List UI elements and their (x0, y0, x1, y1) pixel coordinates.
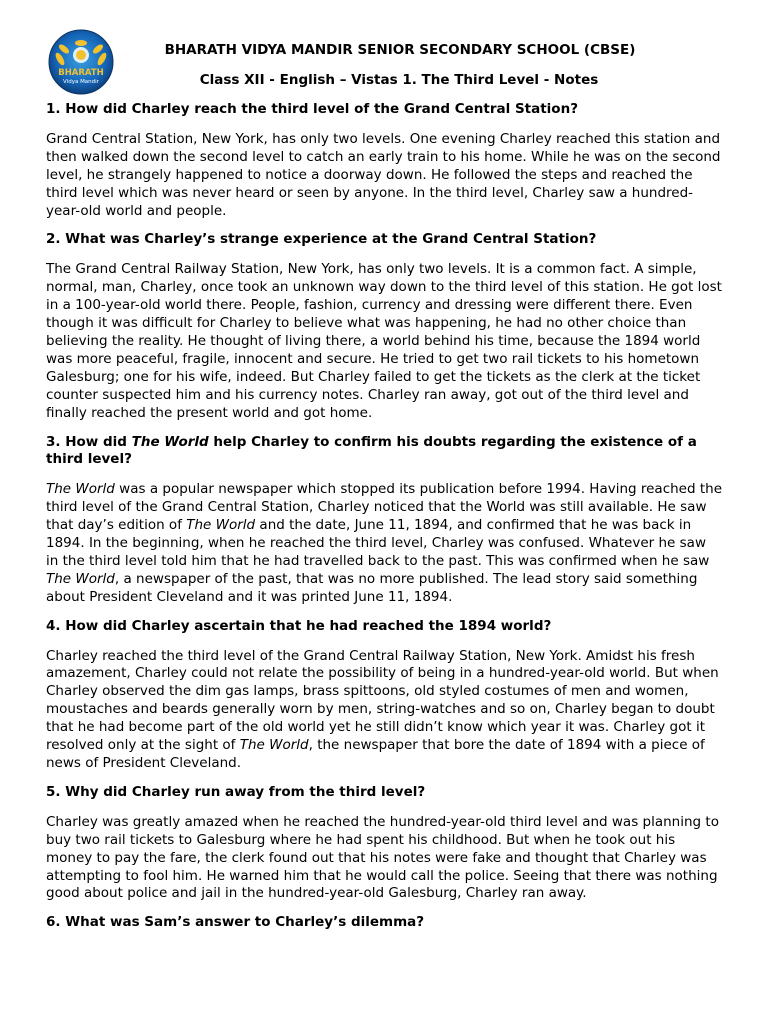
a3-title-1: The World (46, 481, 115, 498)
question-6: 6. What was Sam’s answer to Charley’s dilemma? (46, 914, 425, 931)
a3-title-3: The World (46, 570, 115, 587)
a4-text-2: , the newspaper that bore the date of 1894 with a piece of news of President Cleveland. (46, 737, 705, 771)
q3-part-1: 3. How did (46, 433, 132, 450)
question-2: 2. What was Charley’s strange experience at the Grand Central Station? (46, 231, 597, 248)
a4-text-1: Charley reached the third level of the Grand Central Railway Station, New York. Amidst his fresh amazement, Charley could not relate the possibility of being in a hundred-year-old world. But when Charley observed the dim gas lamps, brass spittoons, old styled costumes of men and women, moustaches and beards generally worn by men, string-watches and so on, Charley began to doubt that he had become part of the old world yet he still didn’t know which year it was. Charley got it resolved only at the sight of (46, 647, 719, 754)
a4-title: The World (239, 737, 309, 754)
answer-2: The Grand Central Railway Station, New York, has only two levels. It is a common fact. A simple, normal, man, Charley, once took an unknown way down to the third level of this station. He got lost in a 100-year-old world there. People, fashion, currency and dressing were different there. Even though it was difficult for Charley to believe what was happening, he had no other choice than believing the reality. He thought of living there, a world behind his time, because the 1894 world was more peaceful, fragile, innocent and secure. He tried to get two rail tickets to his hometown Galesburg; one for his wife, indeed. But Charley failed to get the tickets as the clerk at the ticket counter suspected him and his currency notes. Charley ran away, got out of the third level and finally reached the present world and got home. (46, 261, 722, 421)
q3-title-the-world: The World (131, 433, 209, 450)
logo-text: BHARATH (58, 68, 104, 78)
notes-content (46, 101, 722, 944)
question-1: 1. How did Charley reach the third level of the Grand Central Station? (46, 101, 579, 117)
question-3 (46, 434, 722, 470)
q3-part-3: help Charley to confirm his doubts regarding the existence of a third level? (46, 433, 697, 468)
school-name (0, 42, 768, 58)
question-5: 5. Why did Charley run away from the third level? (46, 783, 426, 800)
document-subtitle (0, 72, 768, 88)
a3-text-3: , a newspaper of the past, that was no more published. The lead story said something about President Cleveland and it was printed June 11, 1894. (46, 570, 698, 605)
answer-4 (46, 648, 722, 773)
answer-3 (46, 481, 722, 606)
a3-text-2: and the date, June 11, 1894, and confirmed that he was back in 1894. In the beginning, when he reached the third level, Charley was confused. Whatever he saw in the third level told him that he had travelled back to the past. This was confirmed when he saw (46, 517, 710, 569)
answer-5: Charley was greatly amazed when he reached the hundred-year-old third level and was planning to buy two rail tickets to Galesburg where he had spent his childhood. But when he took out his money to pay the fare, the clerk found out that his notes were fake and thought that Charley was attempting to fool him. He warned him that he would call the police. Seeing that there was nothing good about police and jail in the hundred-year-old Galesburg, Charley ran away. (46, 813, 719, 902)
a3-title-2: The World (186, 517, 256, 534)
answer-1: Grand Central Station, New York, has only two levels. One evening Charley reached this station and then walked down the second level to catch an early train to his home. While he was on the second level, he strangely happened to notice a doorway down. He followed the steps and reached the third level which was never heard or seen by anyone. In the third level, Charley saw a hundred-year-old world and people. (46, 130, 721, 219)
a3-text-1: was a popular newspaper which stopped its publication before 1994. Having reached the third level of the Grand Central Station, Charley noticed that the World was still available. He saw that day’s edition of (46, 481, 723, 534)
subtitle-text: Class XII - English – Vistas 1. The Third Level - Notes (199, 72, 599, 88)
logo-subtext: Vidya Mandir (63, 79, 99, 85)
school-name-text: BHARATH VIDYA MANDIR SENIOR SECONDARY SCHOOL (CBSE) (164, 42, 636, 58)
question-4: 4. How did Charley ascertain that he had reached the 1894 world? (46, 617, 552, 634)
